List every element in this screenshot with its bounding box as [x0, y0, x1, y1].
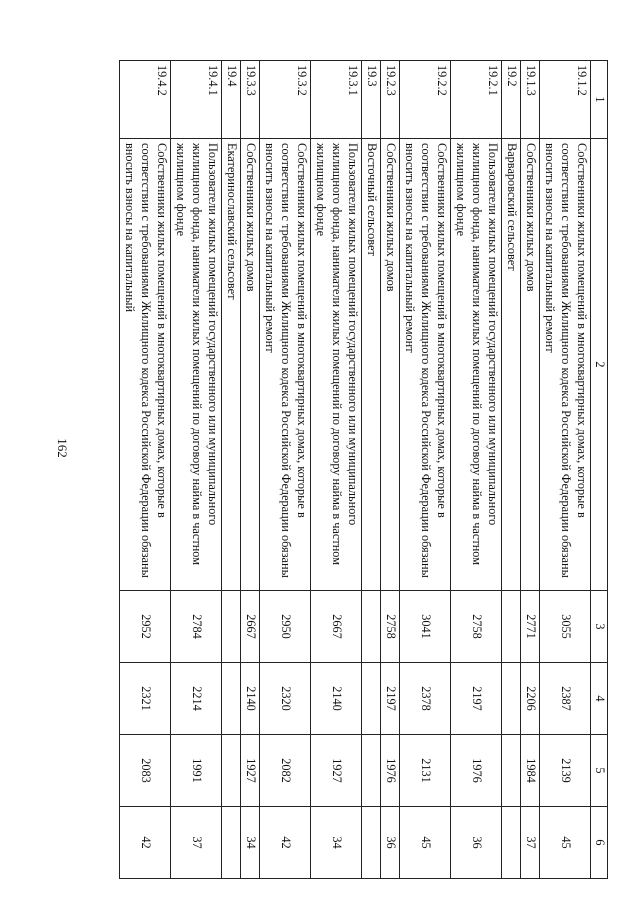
row-description-cell: Собственники жилых помещений в многоквартирных домах, которые в соответствии с требованиями Жилищного кодекса Российской Федерации обязаны вносить взносы на капитальный ремонт — [400, 139, 451, 591]
value-cell-col4: 2387 — [540, 663, 591, 735]
row-code-cell: 19.3.3 — [241, 61, 260, 139]
table-body — [120, 61, 591, 879]
row-code-cell: 19.2.2 — [400, 61, 451, 139]
row-code-cell: 19.4.2 — [120, 61, 171, 139]
row-description-cell: Собственники жилых помещений в многоквартирных домах, которые в соответствии с требованиями Жилищного кодекса Российской Федерации обязаны вносить взносы на капитальный ремонт — [260, 139, 311, 591]
value-cell-col4: 2378 — [400, 663, 451, 735]
row-code-cell: 19.1.2 — [540, 61, 591, 139]
value-cell-col6: 45 — [540, 807, 591, 879]
empty-cell — [362, 807, 381, 879]
value-cell-col6: 36 — [381, 807, 400, 879]
value-cell-col5: 2139 — [540, 735, 591, 807]
row-code-cell: 19.2.1 — [451, 61, 502, 139]
table-group-row — [222, 61, 241, 879]
header-cell: 6 — [591, 807, 608, 879]
tariff-table — [119, 60, 608, 879]
value-cell-col6: 42 — [120, 807, 171, 879]
table-row — [171, 61, 222, 879]
value-cell-col6: 36 — [451, 807, 502, 879]
table-row — [241, 61, 260, 879]
row-description-cell: Собственники жилых помещений в многоквартирных домах, которые в соответствии с требованиями Жилищного кодекса Российской Федерации обязаны вносить взносы на капитальный — [120, 139, 171, 591]
row-description-cell: Пользователи жилых помещений государственного или муниципального жилищного фонда, наниматели жилых помещений по договору найма в частном жилищном фонде — [311, 139, 362, 591]
empty-cell — [502, 591, 521, 663]
row-description-cell: Собственники жилых домов — [241, 139, 260, 591]
row-code-cell: 19.2 — [502, 61, 521, 139]
row-code-cell: 19.2.3 — [381, 61, 400, 139]
row-description-cell: Пользователи жилых помещений государственного или муниципального жилищного фонда, наниматели жилых помещений по договору найма в частном жилищном фонде — [451, 139, 502, 591]
value-cell-col5: 1927 — [241, 735, 260, 807]
value-cell-col6: 34 — [241, 807, 260, 879]
value-cell-col5: 1984 — [521, 735, 540, 807]
row-description-cell: Собственники жилых домов — [381, 139, 400, 591]
group-name-cell: Варваровский сельсовет — [502, 139, 521, 591]
value-cell-col5: 1991 — [171, 735, 222, 807]
table-group-row — [502, 61, 521, 879]
table-row — [400, 61, 451, 879]
table-row — [521, 61, 540, 879]
empty-cell — [362, 735, 381, 807]
table-row — [260, 61, 311, 879]
table-row — [540, 61, 591, 879]
value-cell-col4: 2197 — [381, 663, 400, 735]
value-cell-col3: 3055 — [540, 591, 591, 663]
header-cell: 5 — [591, 735, 608, 807]
group-name-cell: Восточный сельсовет — [362, 139, 381, 591]
value-cell-col6: 42 — [260, 807, 311, 879]
row-description-cell: Собственники жилых домов — [521, 139, 540, 591]
value-cell-col3: 2950 — [260, 591, 311, 663]
value-cell-col4: 2140 — [311, 663, 362, 735]
value-cell-col5: 2082 — [260, 735, 311, 807]
table-row — [120, 61, 171, 879]
value-cell-col3: 2667 — [311, 591, 362, 663]
table-row — [451, 61, 502, 879]
value-cell-col6: 34 — [311, 807, 362, 879]
row-code-cell: 19.4.1 — [171, 61, 222, 139]
row-code-cell: 19.3 — [362, 61, 381, 139]
value-cell-col3: 2784 — [171, 591, 222, 663]
value-cell-col3: 3041 — [400, 591, 451, 663]
row-description-cell: Пользователи жилых помещений государственного или муниципального жилищного фонда, наниматели жилых помещений по договору найма в частном жилищном фонде — [171, 139, 222, 591]
table-row — [381, 61, 400, 879]
value-cell-col4: 2197 — [451, 663, 502, 735]
header-cell: 2 — [591, 139, 608, 591]
value-cell-col4: 2320 — [260, 663, 311, 735]
value-cell-col3: 2758 — [451, 591, 502, 663]
empty-cell — [502, 663, 521, 735]
rotated-table-container — [84, 60, 608, 878]
value-cell-col5: 2131 — [400, 735, 451, 807]
empty-cell — [362, 591, 381, 663]
header-cell: 3 — [591, 591, 608, 663]
empty-cell — [362, 663, 381, 735]
value-cell-col4: 2206 — [521, 663, 540, 735]
value-cell-col5: 1976 — [451, 735, 502, 807]
value-cell-col5: 1976 — [381, 735, 400, 807]
empty-cell — [222, 735, 241, 807]
table-row — [311, 61, 362, 879]
row-code-cell: 19.1.3 — [521, 61, 540, 139]
value-cell-col4: 2214 — [171, 663, 222, 735]
value-cell-col6: 45 — [400, 807, 451, 879]
value-cell-col3: 2667 — [241, 591, 260, 663]
header-cell: 1 — [591, 61, 608, 139]
table-group-row — [362, 61, 381, 879]
group-name-cell: Екатеринославский сельсовет — [222, 139, 241, 591]
value-cell-col6: 37 — [171, 807, 222, 879]
page-number: 162 — [55, 438, 70, 458]
empty-cell — [222, 591, 241, 663]
row-code-cell: 19.3.1 — [311, 61, 362, 139]
table-header-row — [591, 61, 608, 879]
value-cell-col4: 2140 — [241, 663, 260, 735]
value-cell-col5: 1927 — [311, 735, 362, 807]
empty-cell — [502, 735, 521, 807]
header-cell: 4 — [591, 663, 608, 735]
row-description-cell: Собственники жилых помещений в многоквартирных домах, которые в соответствии с требованиями Жилищного кодекса Российской Федерации обязаны вносить взносы на капитальный ремонт — [540, 139, 591, 591]
empty-cell — [222, 807, 241, 879]
empty-cell — [502, 807, 521, 879]
value-cell-col3: 2771 — [521, 591, 540, 663]
row-code-cell: 19.4 — [222, 61, 241, 139]
value-cell-col3: 2758 — [381, 591, 400, 663]
value-cell-col5: 2083 — [120, 735, 171, 807]
row-code-cell: 19.3.2 — [260, 61, 311, 139]
value-cell-col4: 2321 — [120, 663, 171, 735]
value-cell-col6: 37 — [521, 807, 540, 879]
value-cell-col3: 2952 — [120, 591, 171, 663]
empty-cell — [222, 663, 241, 735]
